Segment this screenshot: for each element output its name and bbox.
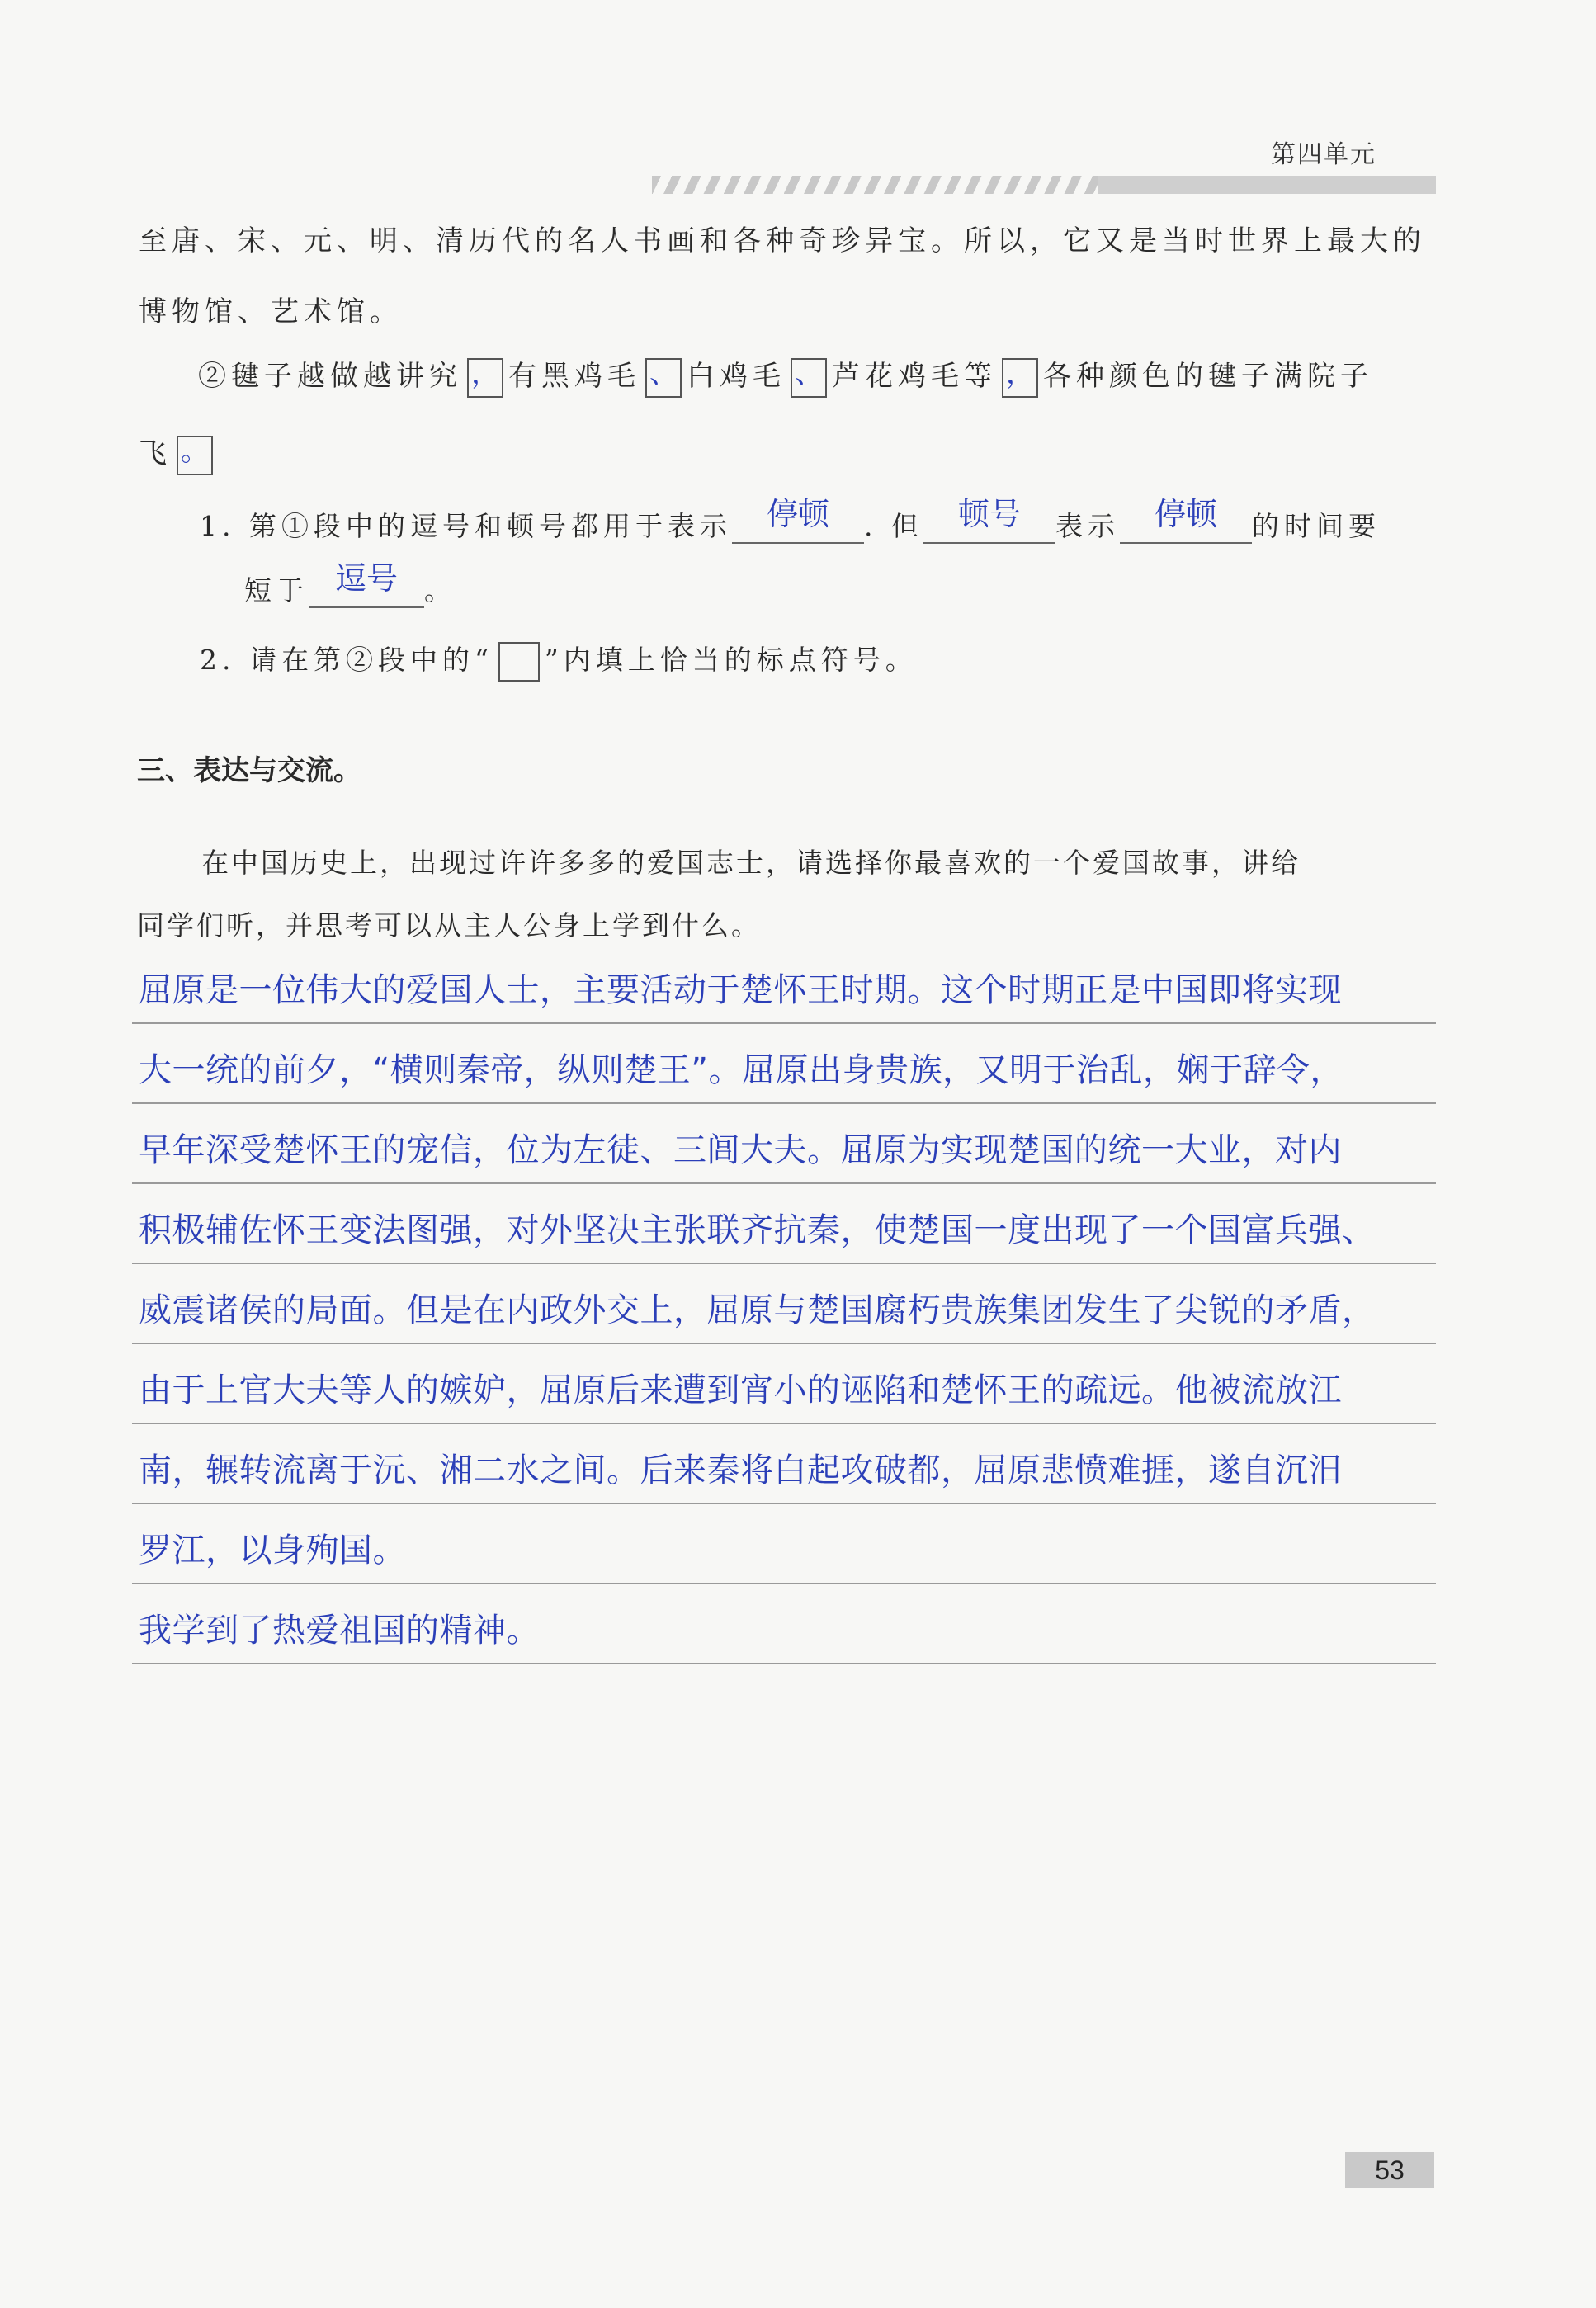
p2-segment: 飞 bbox=[139, 437, 172, 470]
writing-line[interactable] bbox=[132, 1103, 1436, 1184]
passage-paragraph-2-line-2 bbox=[139, 431, 218, 475]
p2-segment: 白鸡毛 bbox=[687, 360, 786, 393]
passage-paragraph-2 bbox=[198, 353, 1373, 398]
writing-line[interactable] bbox=[132, 1263, 1436, 1344]
answer-line: 威震诸侯的局面。但是在内政外交上，屈原与楚国腐朽贵族集团发生了尖锐的矛盾， bbox=[139, 1291, 1376, 1329]
section-title: 三、表达与交流。 bbox=[137, 754, 361, 787]
punctuation-box[interactable]: ， bbox=[1002, 358, 1038, 398]
unit-title: 第四单元 bbox=[1271, 140, 1376, 169]
writing-line[interactable] bbox=[132, 1183, 1436, 1264]
q1-text: . 但 bbox=[863, 510, 923, 542]
q2-text: 2. 请在第②段中的“ bbox=[200, 644, 493, 676]
q1-text: 。 bbox=[424, 574, 456, 606]
punctuation-box[interactable]: 、 bbox=[791, 358, 827, 398]
prompt-line-2: 同学们听，并思考可以从主人公身上学到什么。 bbox=[137, 909, 761, 942]
question-2 bbox=[200, 639, 918, 682]
writing-line[interactable] bbox=[132, 943, 1436, 1024]
question-1-line-2 bbox=[244, 560, 456, 608]
punctuation-box[interactable]: ， bbox=[467, 358, 503, 398]
passage-line-2: 博物馆、艺术馆。 bbox=[139, 295, 403, 328]
prompt-line-1: 在中国历史上，出现过许许多多的爱国志士，请选择你最喜欢的一个爱国故事，讲给 bbox=[201, 847, 1301, 879]
answer-text: 停顿 bbox=[766, 496, 829, 532]
answer-line: 早年深受楚怀王的宠信，位为左徒、三闾大夫。屈原为实现楚国的统一大业，对内 bbox=[139, 1131, 1342, 1169]
answer-blank[interactable] bbox=[732, 496, 864, 544]
passage-line-1: 至唐、宋、元、明、清历代的名人书画和各种奇珍异宝。所以，它又是当时世界上最大的 bbox=[139, 224, 1426, 257]
p2-segment: ②毽子越做越讲究 bbox=[198, 360, 462, 393]
page-number: 53 bbox=[1345, 2152, 1434, 2188]
sample-box bbox=[498, 642, 540, 682]
question-1 bbox=[200, 496, 1381, 544]
header-decoration-bar bbox=[652, 176, 1436, 194]
punctuation-box[interactable]: 、 bbox=[645, 358, 682, 398]
q1-text: 表示 bbox=[1055, 510, 1120, 542]
p2-segment: 各种颜色的毽子满院子 bbox=[1043, 360, 1373, 393]
writing-line[interactable] bbox=[132, 1503, 1436, 1584]
answer-line: 由于上官大夫等人的嫉妒，屈原后来遭到宵小的诬陷和楚怀王的疏远。他被流放江 bbox=[139, 1371, 1342, 1409]
answer-line: 积极辅佐怀王变法图强，对外坚决主张联齐抗秦，使楚国一度出现了一个国富兵强、 bbox=[139, 1211, 1376, 1249]
answer-line: 我学到了热爱祖国的精神。 bbox=[139, 1612, 540, 1650]
q2-text: ”内填上恰当的标点符号。 bbox=[544, 644, 918, 676]
answer-line: 南，辗转流离于沅、湘二水之间。后来秦将白起攻破都，屈原悲愤难捱，遂自沉汨 bbox=[139, 1451, 1342, 1489]
answer-line: 屈原是一位伟大的爱国人士，主要活动于楚怀王时期。这个时期正是中国即将实现 bbox=[139, 971, 1342, 1009]
answer-blank[interactable] bbox=[923, 496, 1055, 544]
p2-segment: 有黑鸡毛 bbox=[508, 360, 640, 393]
writing-line[interactable] bbox=[132, 1023, 1436, 1104]
punctuation-box[interactable]: 。 bbox=[177, 436, 213, 475]
writing-line[interactable] bbox=[132, 1343, 1436, 1424]
writing-line[interactable] bbox=[132, 1584, 1436, 1664]
writing-line[interactable] bbox=[132, 1423, 1436, 1504]
answer-text: 顿号 bbox=[957, 496, 1021, 532]
answer-text: 逗号 bbox=[334, 560, 398, 597]
answer-text: 停顿 bbox=[1154, 496, 1217, 532]
q1-text: 1. 第①段中的逗号和顿号都用于表示 bbox=[200, 510, 732, 542]
answer-line: 罗江，以身殉国。 bbox=[139, 1532, 406, 1569]
q1-text: 的时间要 bbox=[1251, 510, 1381, 542]
p2-segment: 芦花鸡毛等 bbox=[832, 360, 997, 393]
answer-line: 大一统的前夕，“横则秦帝，纵则楚王”。屈原出身贵族，又明于治乱，娴于辞令， bbox=[139, 1051, 1343, 1089]
answer-blank[interactable] bbox=[309, 560, 424, 608]
answer-blank[interactable] bbox=[1120, 496, 1252, 544]
q1-text: 短于 bbox=[244, 574, 309, 606]
